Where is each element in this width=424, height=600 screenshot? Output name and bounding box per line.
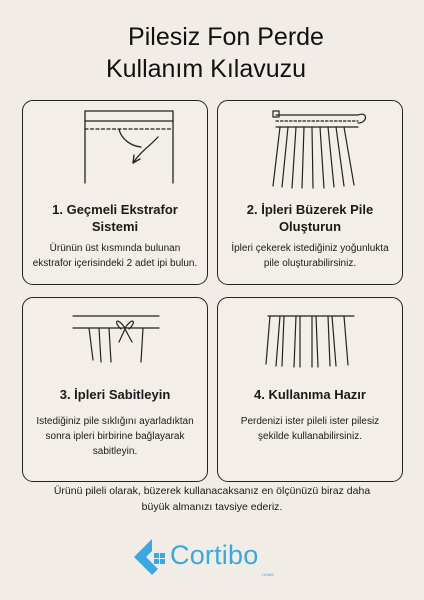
step-3-title: 3. İpleri Sabitleyin — [59, 387, 171, 402]
step-card-2 — [217, 100, 403, 285]
step-4-title: 4. Kullanıma Hazır — [254, 387, 366, 402]
step-1-title: 1. Geçmeli Ekstrafor Sistemi — [52, 202, 178, 234]
step-card-1 — [22, 100, 208, 285]
brand-tag: HOME — [262, 572, 274, 577]
step-4-description: Perdenizi ister pileli ister pilesiz şekilde kullanabilirsiniz. — [240, 416, 380, 442]
step-2-title: 2. İpleri Büzerek Pile Oluşturun — [246, 202, 374, 234]
step-card-4 — [217, 297, 403, 482]
curtain-top-tape-icon — [23, 101, 209, 201]
step-2-description: İpleri çekerek istediğiniz yoğunlukta pile oluşturabilirsiniz. — [231, 243, 389, 269]
step-card-3 — [22, 297, 208, 482]
tied-strings-icon — [23, 298, 209, 388]
brand-logo — [132, 535, 302, 585]
step-3-description: Istediğiniz pile sıklığını ayarladıktan sonra ipleri birbirine bağlayarak sabitleyin. — [36, 416, 194, 457]
brand-name: Cortibo — [170, 540, 259, 570]
pleated-curtain-icon — [218, 298, 404, 388]
size-advice-note: Ürünü pileli olarak, büzerek kullanacaksanız en ölçünüzü biraz daha büyük almanızı tavsiye ederiz. — [53, 485, 371, 513]
gathered-curtain-icon — [218, 101, 404, 201]
step-1-description: Ürünün üst kısmında bulunan ekstrafor içerisindeki 2 adet ipi bulun. — [32, 243, 198, 269]
cortibo-logo-icon — [132, 535, 172, 581]
guide-title-line-2: Kullanım Kılavuzu — [105, 55, 307, 83]
guide-title-line-1: Pilesiz Fon Perde — [128, 23, 324, 51]
